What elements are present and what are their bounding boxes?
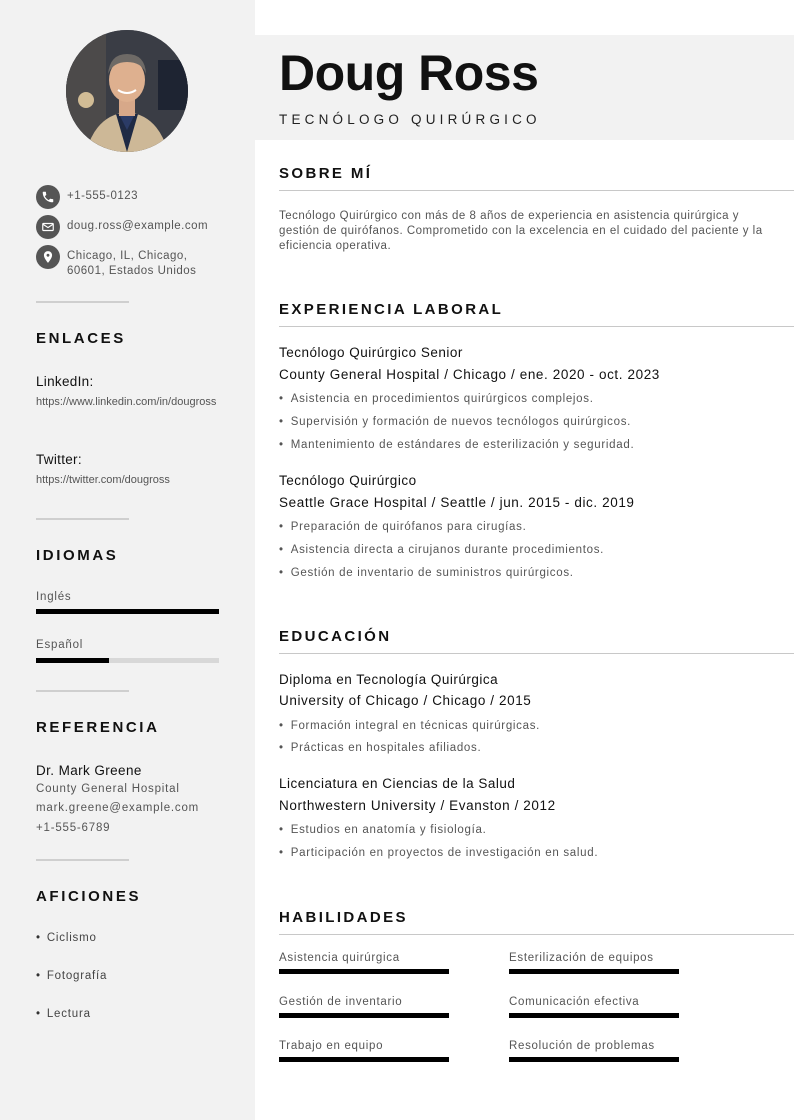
contact-address <box>36 245 217 279</box>
language-level-fill <box>36 658 109 663</box>
skill-level-bar <box>279 1013 449 1018</box>
skill-level-bar <box>509 969 679 974</box>
skill-name: Gestión de inventario <box>279 996 403 1008</box>
reference-phone: +1-555-6789 <box>36 822 111 834</box>
divider <box>36 859 129 861</box>
phone-text: +1-555-0123 <box>67 190 139 202</box>
job-subtitle: Seattle Grace Hospital / Seattle / jun. 2015 - dic. 2019 <box>279 495 635 510</box>
languages-heading: IDIOMAS <box>36 547 119 564</box>
skill-item <box>509 996 679 1018</box>
address-text: Chicago, IL, Chicago, 60601, Estados Unidos <box>67 250 197 277</box>
skill-name: Resolución de problemas <box>509 1040 655 1052</box>
education-bullet: • Estudios en anatomía y fisiología. <box>279 824 487 836</box>
skill-name: Comunicación efectiva <box>509 996 640 1008</box>
mail-icon <box>36 215 60 239</box>
phone-icon <box>36 185 60 209</box>
language-level-bar <box>36 658 219 663</box>
about-text: Tecnólogo Quirúrgico con más de 8 años de experiencia en asistencia quirúrgica y gestión de quirófanos. Comprometido con la excelencia en el cuidado del paciente y la eficiencia operativa. <box>279 210 763 252</box>
education-heading: EDUCACIÓN <box>279 628 392 645</box>
language-level-fill <box>36 609 219 614</box>
job-bullet: • Preparación de quirófanos para cirugías. <box>279 521 527 533</box>
skill-item <box>509 1040 679 1062</box>
job-bullet: • Supervisión y formación de nuevos tecnólogos quirúrgicos. <box>279 416 631 428</box>
skill-item <box>279 1040 449 1062</box>
divider <box>36 301 129 303</box>
twitter-link[interactable]: https://twitter.com/dougross <box>36 474 170 486</box>
reference-org: County General Hospital <box>36 783 180 795</box>
language-level-bar <box>36 609 219 614</box>
education-subtitle: University of Chicago / Chicago / 2015 <box>279 693 532 708</box>
skill-item <box>279 996 449 1018</box>
skill-level-bar <box>509 1013 679 1018</box>
language-name: Español <box>36 639 84 651</box>
skill-name: Asistencia quirúrgica <box>279 952 400 964</box>
hobby-item: • Lectura <box>36 1008 91 1020</box>
reference-name: Dr. Mark Greene <box>36 763 142 778</box>
section-rule <box>279 190 794 191</box>
education-title: Diploma en Tecnología Quirúrgica <box>279 672 499 687</box>
education-bullet: • Prácticas en hospitales afiliados. <box>279 742 481 754</box>
contact-phone <box>36 185 237 209</box>
education-subtitle: Northwestern University / Evanston / 2012 <box>279 798 556 813</box>
linkedin-link[interactable]: https://www.linkedin.com/in/dougross <box>36 396 217 408</box>
twitter-label: Twitter: <box>36 452 82 467</box>
job-bullet: • Mantenimiento de estándares de esterilización y seguridad. <box>279 439 634 451</box>
email-text[interactable]: doug.ross@example.com <box>67 220 209 232</box>
job-subtitle: County General Hospital / Chicago / ene. 2020 - oct. 2023 <box>279 367 660 382</box>
divider <box>36 518 129 520</box>
skill-name: Esterilización de equipos <box>509 952 654 964</box>
job-title: Tecnólogo Quirúrgico Senior <box>279 345 463 360</box>
skill-item <box>279 952 449 974</box>
education-bullet: • Formación integral en técnicas quirúrgicas. <box>279 720 540 732</box>
about-heading: SOBRE MÍ <box>279 165 373 182</box>
experience-heading: EXPERIENCIA LABORAL <box>279 301 504 318</box>
hobbies-heading: AFICIONES <box>36 888 142 905</box>
job-bullet: • Gestión de inventario de suministros quirúrgicos. <box>279 567 574 579</box>
skill-item <box>509 952 679 974</box>
skill-level-bar <box>509 1057 679 1062</box>
location-pin-icon <box>36 245 60 269</box>
profile-role: TECNÓLOGO QUIRÚRGICO <box>279 112 541 127</box>
education-bullet: • Participación en proyectos de investigación en salud. <box>279 847 598 859</box>
education-title: Licenciatura en Ciencias de la Salud <box>279 776 516 791</box>
skill-level-bar <box>279 969 449 974</box>
job-bullet: • Asistencia directa a cirujanos durante procedimientos. <box>279 544 604 556</box>
section-rule <box>279 934 794 935</box>
links-heading: ENLACES <box>36 330 126 347</box>
divider <box>36 690 129 692</box>
job-bullet: • Asistencia en procedimientos quirúrgicos complejos. <box>279 393 594 405</box>
language-name: Inglés <box>36 591 72 603</box>
skill-level-bar <box>279 1057 449 1062</box>
profile-name: Doug Ross <box>279 45 539 101</box>
section-rule <box>279 653 794 654</box>
sidebar <box>0 0 255 1120</box>
linkedin-label: LinkedIn: <box>36 374 94 389</box>
reference-heading: REFERENCIA <box>36 719 160 736</box>
hobby-item: • Fotografía <box>36 970 107 982</box>
reference-email[interactable]: mark.greene@example.com <box>36 802 200 814</box>
hobby-item: • Ciclismo <box>36 932 97 944</box>
contact-email <box>36 215 237 239</box>
section-rule <box>279 326 794 327</box>
skills-heading: HABILIDADES <box>279 909 408 926</box>
job-title: Tecnólogo Quirúrgico <box>279 473 417 488</box>
profile-photo <box>66 30 188 152</box>
skill-name: Trabajo en equipo <box>279 1040 384 1052</box>
